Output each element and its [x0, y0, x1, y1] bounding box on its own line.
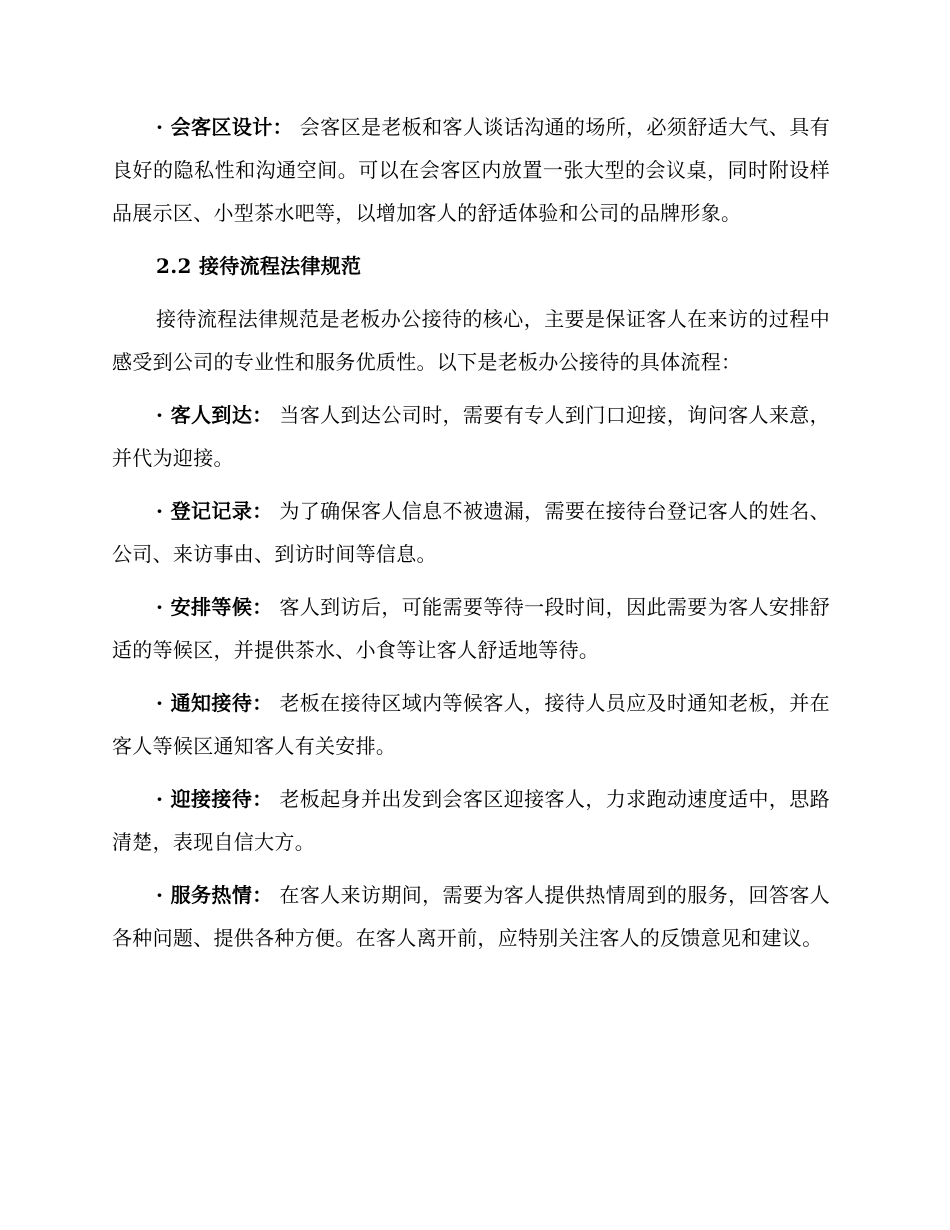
bullet-lead: · 通知接待：	[156, 691, 273, 715]
step-registration	[112, 490, 830, 576]
bullet-text: 为了确保客人信息不被遗漏，需要在接待台登记客人的姓名、公司、来访事由、到访时间等信息。	[112, 499, 830, 566]
step-notify	[112, 682, 830, 768]
document-page	[112, 106, 830, 970]
bullet-lead: · 安排等候：	[156, 595, 273, 619]
bullet-lead: · 服务热情：	[156, 883, 273, 907]
bullet-text: 老板在接待区域内等候客人，接待人员应及时通知老板，并在客人等候区通知客人有关安排。	[112, 691, 830, 758]
bullet-lounge-design	[112, 106, 830, 235]
intro-paragraph: 接待流程法律规范是老板办公接待的核心，主要是保证客人在来访的过程中感受到公司的专业性和服务优质性。以下是老板办公接待的具体流程：	[112, 307, 830, 374]
bullet-lead: · 客人到达：	[156, 403, 273, 427]
step-service	[112, 874, 830, 960]
bullet-lead: · 会客区设计：	[156, 115, 294, 139]
bullet-text: 老板起身并出发到会客区迎接客人，力求跑动速度适中，思路清楚，表现自信大方。	[112, 787, 830, 854]
step-greeting	[112, 778, 830, 864]
bullet-text: 会客区是老板和客人谈话沟通的场所，必须舒适大气、具有良好的隐私性和沟通空间。可以在会客区内放置一张大型的会议桌，同时附设样品展示区、小型茶水吧等，以增加客人的舒适体验和公司的品牌形象。	[112, 115, 830, 225]
bullet-lead: · 登记记录：	[156, 499, 273, 523]
step-guest-arrival	[112, 394, 830, 480]
bullet-text: 在客人来访期间，需要为客人提供热情周到的服务，回答客人各种问题、提供各种方便。在客人离开前，应特别关注客人的反馈意见和建议。	[112, 883, 830, 950]
section-heading: 2.2 接待流程法律规范	[156, 254, 362, 278]
bullet-text: 客人到访后，可能需要等待一段时间，因此需要为客人安排舒适的等候区，并提供茶水、小食等让客人舒适地等待。	[112, 595, 830, 662]
bullet-lead: · 迎接接待：	[156, 787, 273, 811]
bullet-text: 当客人到达公司时，需要有专人到门口迎接，询问客人来意，并代为迎接。	[112, 403, 830, 470]
step-waiting	[112, 586, 830, 672]
